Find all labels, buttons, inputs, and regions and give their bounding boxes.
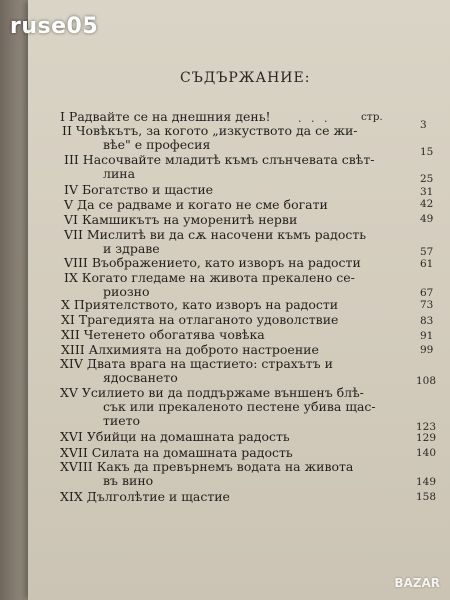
watermark-logo: ruse05	[10, 14, 99, 39]
toc-page-13: 99	[420, 344, 434, 356]
toc-page-12: 91	[420, 330, 434, 342]
toc-entry-12: XII Четенето обогатява човѣка	[61, 327, 265, 342]
toc-entry-10: X Приятелството, като изворъ на радости	[61, 297, 339, 312]
toc-entry-3-cont: лина	[103, 166, 136, 181]
toc-page-14: 108	[416, 375, 437, 387]
toc-entry-7-cont: и здраве	[103, 241, 160, 256]
toc-page-10: 73	[420, 299, 434, 311]
page-header-label: стр.	[361, 111, 383, 123]
toc-page-4: 31	[420, 186, 434, 198]
toc-page-7: 57	[420, 246, 434, 258]
toc-page-19: 158	[416, 491, 437, 503]
page-title: СЪДЪРЖАНИЕ:	[180, 70, 311, 86]
toc-entry-13: XIII Алхимията на доброто настроение	[61, 342, 319, 357]
toc-entry-6: VI Камшикътъ на уморенитѣ нерви	[64, 212, 298, 227]
toc-entry-11: XI Трагедията на отлаганото удоволствие	[61, 312, 339, 327]
toc-page-11: 83	[420, 315, 434, 327]
toc-entry-1: I Радвайте се на днешния день!	[60, 109, 271, 124]
toc-entry-17: XVII Силата на домашната радость	[60, 445, 293, 460]
toc-entry-14: XIV Двата врага на щастието: страхътъ и	[60, 356, 333, 371]
toc-page-18: 149	[416, 476, 437, 488]
toc-page-16: 129	[416, 432, 437, 444]
toc-page-1: 3	[420, 119, 427, 131]
toc-entry-15: XV Усилието ви да поддържаме външенъ блѣ-	[60, 385, 364, 400]
book-spine-shadow	[0, 0, 28, 600]
toc-page-3: 25	[420, 173, 434, 185]
toc-entry-2: II Човѣкътъ, за когото „изкуството да се жи-	[62, 123, 358, 138]
book-page	[28, 0, 450, 600]
toc-entry-4: IV Богатство и щастие	[64, 182, 214, 197]
toc-page-15: 123	[416, 421, 437, 433]
toc-entry-9-cont: риозно	[103, 284, 150, 299]
toc-entry-18: XVIII Какъ да превърнемъ водата на живота	[60, 459, 354, 474]
toc-page-5: 42	[420, 198, 434, 210]
toc-entry-2-cont: вѣе" е професия	[103, 137, 211, 152]
toc-entry-14-cont: ядосването	[103, 370, 178, 385]
toc-page-2: 15	[420, 146, 434, 158]
toc-entry-19: XIX Дълголѣтие и щастие	[60, 489, 230, 504]
toc-page-6: 49	[420, 213, 434, 225]
marketplace-logo: BAZAR	[394, 576, 440, 590]
toc-entry-3: III Насочвайте младитѣ къмъ слънчевата свѣт-	[64, 152, 375, 167]
toc-entry-8: VIII Въображението, като изворъ на радости	[64, 255, 361, 270]
toc-entry-16: XVI Убийци на домашната радость	[60, 429, 290, 444]
toc-entry-9: IX Когато гледаме на живота прекалено се-	[64, 270, 355, 285]
toc-entry-15-cont2: тието	[103, 413, 141, 428]
toc-entry-18-cont: въ вино	[103, 473, 154, 488]
toc-page-9: 67	[420, 287, 434, 299]
toc-page-17: 140	[416, 447, 437, 459]
toc-entry-7: VII Мислитѣ ви да сѫ насочени къмъ радость	[64, 227, 367, 242]
toc-entry-5: V Да се радваме и когато не сме богати	[64, 197, 328, 212]
leader-dots: . . .	[298, 112, 331, 125]
toc-entry-15-cont: сък или прекаленото пестене убива щас-	[103, 399, 376, 414]
toc-page-8: 61	[420, 258, 434, 270]
